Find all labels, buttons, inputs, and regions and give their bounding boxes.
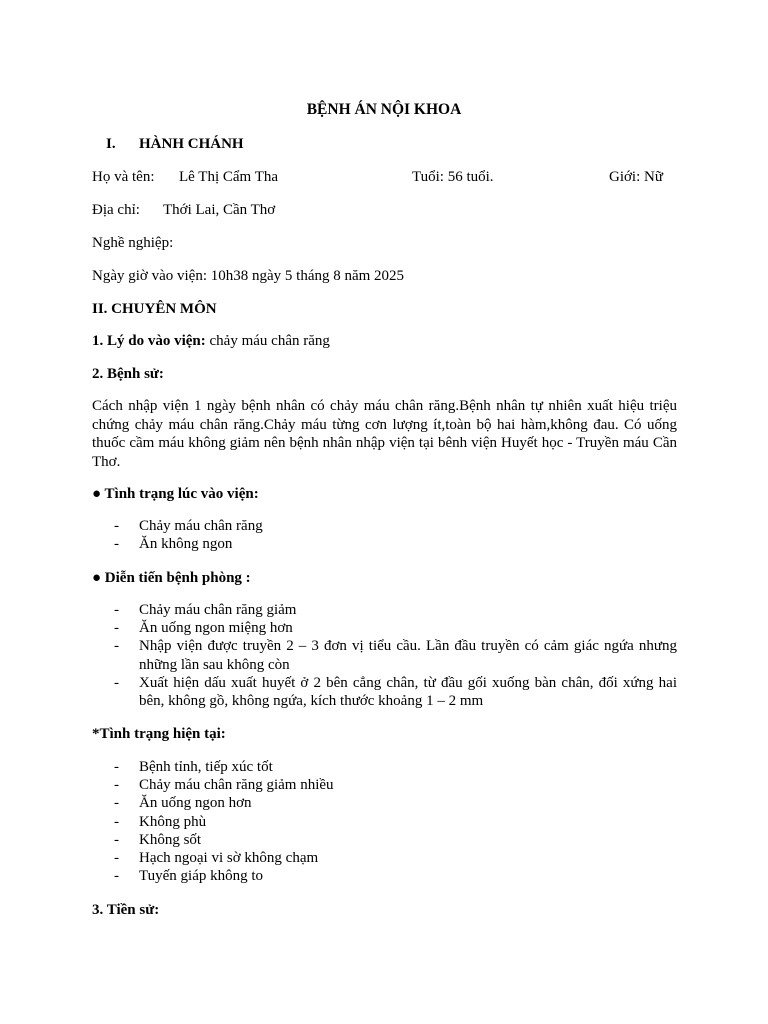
past-history-heading: 3. Tiền sử:: [92, 902, 160, 918]
history-heading: 2. Bệnh sử:: [92, 366, 164, 382]
document-title: BỆNH ÁN NỘI KHOA: [306, 101, 462, 118]
reason-for-admission: [92, 332, 330, 350]
admission-time: Ngày giờ vào viện: 10h38 ngày 5 tháng 8 năm 2025: [92, 268, 405, 284]
gender-field: Giới: Nữ: [609, 169, 663, 185]
section-heading-administrative: HÀNH CHÁNH: [139, 136, 244, 152]
list-item: - Chảy máu chân răng: [114, 518, 263, 534]
list-marker: -: [114, 850, 119, 867]
list-marker: -: [114, 868, 119, 885]
age-field: Tuổi: 56 tuổi.: [412, 169, 494, 185]
list-item: - Không phù: [114, 813, 207, 830]
address-label: Địa chỉ:: [92, 202, 140, 218]
list-item: - Xuất hiện dấu xuất huyết ở 2 bên cẳng chân, từ đầu gối xuống bàn chân, đối xứng hai bên, không gồ, không ngứa, kích thước khoảng 1 – 2 mm: [114, 674, 677, 710]
list-item: - Ăn uống ngon hơn: [114, 795, 252, 812]
progress-heading: ● Diễn tiến bệnh phòng :: [92, 570, 251, 586]
list-item: - Tuyến giáp không to: [114, 868, 264, 885]
current-status-list: [92, 758, 677, 885]
list-marker: -: [114, 777, 119, 794]
list-marker: -: [114, 674, 119, 691]
list-item: - Nhập viện được truyền 2 – 3 đơn vị tiểu cầu. Lần đầu truyền có cảm giác ngứa nhưng những lần sau không còn: [114, 638, 677, 673]
list-marker: -: [114, 602, 119, 618]
section-number-1: I.: [106, 136, 116, 152]
list-item: - Hạch ngoại vi sờ không chạm: [114, 850, 319, 867]
list-marker: -: [114, 813, 119, 830]
list-marker: -: [114, 536, 119, 553]
list-item: - Ăn uống ngon miệng hơn: [114, 620, 293, 637]
occupation-label: Nghề nghiệp:: [92, 235, 174, 251]
current-status-heading: *Tình trạng hiện tại:: [92, 726, 226, 742]
list-item: - Ăn không ngon: [114, 536, 233, 553]
list-marker: -: [114, 759, 119, 775]
reason-value: chảy máu chân răng: [205, 333, 330, 349]
list-marker: -: [114, 620, 119, 637]
reason-label: 1. Lý do vào viện:: [92, 333, 206, 349]
list-marker: -: [114, 638, 119, 655]
progress-list: [92, 601, 677, 710]
list-marker: -: [114, 518, 119, 534]
admission-status-list: [92, 517, 677, 553]
admission-status-heading: ● Tình trạng lúc vào viện:: [92, 486, 259, 502]
history-paragraph: Cách nhập viện 1 ngày bệnh nhân có chảy máu chân răng.Bệnh nhân tự nhiên xuất hiệu triệu chứng chảy máu chân răng.Chảy máu từng cơn lượng ít,toàn bộ hai hàm,không đau. Có uống thuốc cầm máu không giảm nên bệnh nhân nhập viện tại bênh viện Huyết học - Truyền máu Cần Thơ.: [92, 398, 677, 470]
list-item: - Bệnh tỉnh, tiếp xúc tốt: [114, 759, 273, 775]
list-item: - Chảy máu chân răng giảm nhiều: [114, 777, 334, 794]
address-value: Thới Lai, Cần Thơ: [163, 202, 276, 218]
list-item: - Không sốt: [114, 831, 202, 848]
name-value: Lê Thị Cẩm Tha: [179, 169, 279, 185]
section-heading-specialty: II. CHUYÊN MÔN: [92, 301, 217, 317]
list-item: - Chảy máu chân răng giảm: [114, 602, 297, 618]
list-marker: -: [114, 795, 119, 812]
name-label: Họ và tên:: [92, 169, 155, 185]
list-marker: -: [114, 831, 119, 848]
